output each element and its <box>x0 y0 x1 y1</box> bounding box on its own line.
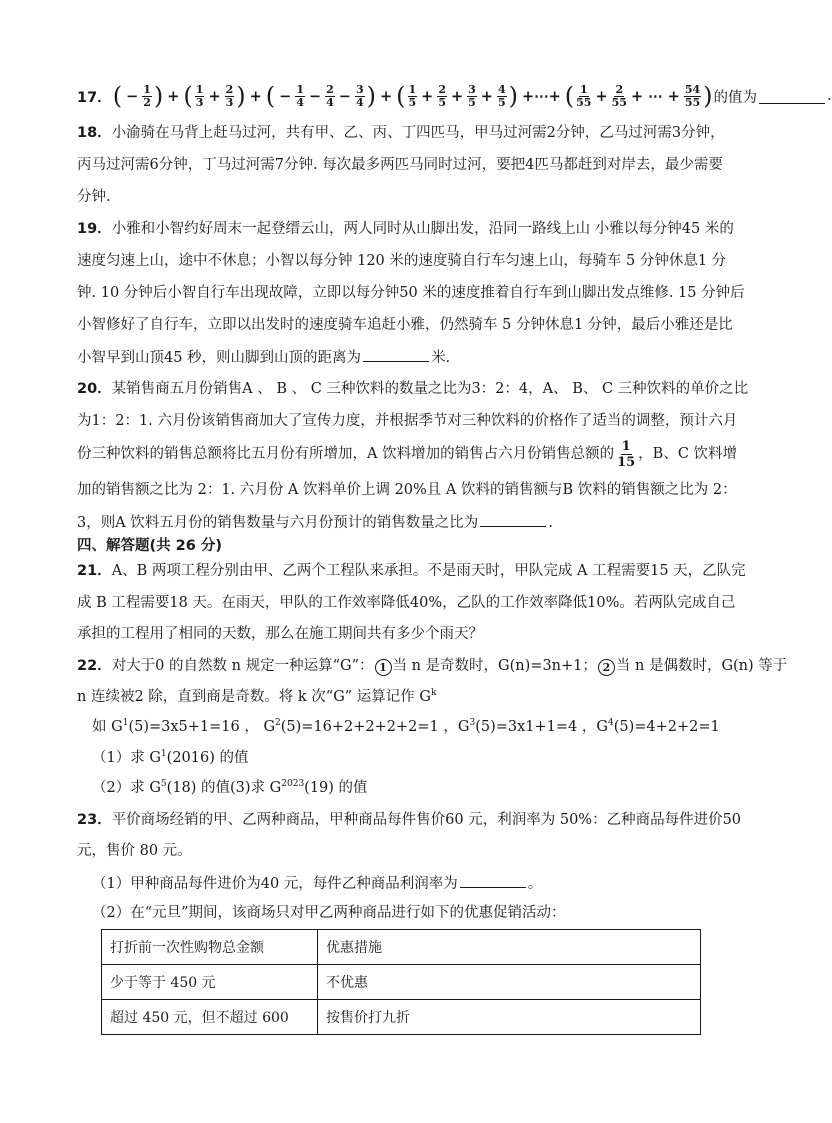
question-21-line-1: 21．A、B 两项工程分别由甲、乙两个工程队来承担。不是雨天时，甲队完成 A 工程需要15 天，乙队完 <box>77 563 746 579</box>
table-header-cell: 打折前一次性购物总金额 <box>102 930 318 965</box>
circled-number-icon: 2 <box>598 659 615 676</box>
question-17-tail: 的值为 <box>713 89 758 106</box>
answer-blank <box>759 89 825 104</box>
question-23-line-1: 23．平价商场经销的甲、乙两种商品，甲种商品每件售价60 元，利润率为 50%：乙种商品每件进价50 <box>77 812 742 828</box>
question-23-part-1: （1）甲种商品每件进价为40 元，每件乙种商品利润率为 。 <box>92 873 772 894</box>
question-20-line-1: 20．某销售商五月份销售A 、 B 、 C 三种饮料的数量之比为3：2：4，A、 B、 C 三种饮料的单价之比 <box>77 381 749 397</box>
question-22-part-1: （1）求 $G^1(2016)$ 的值 <box>92 749 249 766</box>
promotion-table <box>101 929 701 1035</box>
question-20-line-2: 为1：2：1. 六月份该销售商加大了宣传力度，并根据季节对三种饮料的价格作了适当的调整，预计六月 <box>77 413 738 429</box>
question-number: 17． <box>77 89 112 106</box>
question-19-line-5: 小智早到山顶45 秒，则山脚到山顶的距离为 米. <box>77 347 757 368</box>
question-22-example: 如 $G^1(5)=3x5+1=16$ ， $G^2(5)=16+2+2+2+2=1$ ，$G^3(5)=3x1+1=4$ ，$G^4(5)=4+2+2=1$ <box>92 718 720 735</box>
math-paren: ( <box>112 82 123 110</box>
table-cell: 不优惠 <box>318 965 701 1000</box>
question-23-line-2: 元，售价 80 元。 <box>77 843 192 859</box>
question-18-line-1: 18．小渝骑在马背上赶马过河，共有甲、乙、丙、丁四匹马，甲马过河需2分钟，乙马过河需3分钟， <box>77 125 725 141</box>
table-header-row <box>102 930 701 965</box>
table-cell: 少于等于 450 元 <box>102 965 318 1000</box>
answer-blank <box>480 512 546 527</box>
table-row <box>102 1000 701 1035</box>
question-20-line-4: 加的销售额之比为 2：1. 六月份 A 饮料单价上调 20%且 A 饮料的销售额与B 饮料的销售额之比为 2： <box>77 482 737 498</box>
question-23-part-2: （2）在“元旦”期间，该商场只对甲乙两种商品进行如下的优惠促销活动： <box>92 905 566 921</box>
question-20-line-3: 份三种饮料的销售总额将比五月份有所增加，A 饮料增加的销售占六月份销售总额的 $\frac{1}{15}$ ，B、C 饮料增 <box>77 438 738 470</box>
question-19-line-2: 速度匀速上山，途中不休息；小智以每分钟 120 米的速度骑自行车匀速上山，每骑车 5 分钟休息1 分 <box>77 253 727 269</box>
table-cell: 按售价打九折 <box>318 1000 701 1035</box>
section-heading: 四、解答题(共 26 分) <box>77 538 223 554</box>
question-17: 17． ( − $\frac{1}{2}$ ) + ( $\frac{1}{3}$ + $\frac{2}{3}$ ) + ( − $\frac{1}{4}$ − $\frac{2}{4}$ − $\frac{3}{4}$ ) + ( $\frac{1}{5}$ + $\frac{2}{5}$ + $\frac{3}{5}$ + $\frac{4}{5}$ ) +⋯+ ( $\frac{1}{55}$ + $\frac{2}{55}$ + ⋯ + $\frac{54}{55}$ ) 的值为 . <box>77 82 832 110</box>
fraction-one-fifteenth: $\frac{1}{15}$ <box>617 438 636 470</box>
answer-blank <box>363 347 429 362</box>
table-row <box>102 965 701 1000</box>
question-19-line-1: 19．小雅和小智约好周末一起登缙云山，两人同时从山脚出发，沿同一路线上山 小雅以每分钟45 米的 <box>77 221 734 237</box>
question-21-line-2: 成 B 工程需要18 天。在雨天，甲队的工作效率降低40%，乙队的工作效率降低10%。若两队完成自己 <box>77 595 736 611</box>
question-19-line-3: 钟. 10 分钟后小智自行车出现故障，立即以每分钟50 米的速度推着自行车到山脚出发点维修. 15 分钟后 <box>77 285 745 301</box>
table-cell: 超过 450 元，但不超过 600 <box>102 1000 318 1035</box>
question-18-line-2: 丙马过河需6分钟，丁马过河需7分钟. 每次最多两匹马同时过河，要把4匹马都赶到对岸去，最少需要 <box>77 157 723 173</box>
question-18-line-3: 分钟. <box>77 189 111 205</box>
question-21-line-3: 承担的工程用了相同的天数，那么在施工期间共有多少个雨天？ <box>77 626 483 642</box>
question-22-line-2: n 连续被2 除，直到商是奇数。将 k 次“G” 运算记作 $G^k$ <box>77 688 437 705</box>
question-19-line-4: 小智修好了自行车，立即以出发时的速度骑车追赶小雅，仍然骑车 5 分钟休息1 分钟，最后小雅还是比 <box>77 317 733 333</box>
answer-blank <box>460 873 526 888</box>
question-22-line-1: 22．对大于0 的自然数 n 规定一种运算“G”： 1 当 n 是奇数时，G(n)=3n+1； 2 当 n 是偶数时，G(n) 等于 <box>77 658 788 674</box>
question-20-line-5: 3，则A 饮料五月份的销售数量与六月份预计的销售数量之比为 . <box>77 512 757 533</box>
question-22-part-2: （2）求 $G^5(18)$ 的值(3)求 $G^{2023}(19)$ 的值 <box>92 779 368 796</box>
circled-number-icon: 1 <box>375 659 392 676</box>
table-header-cell: 优惠措施 <box>318 930 701 965</box>
